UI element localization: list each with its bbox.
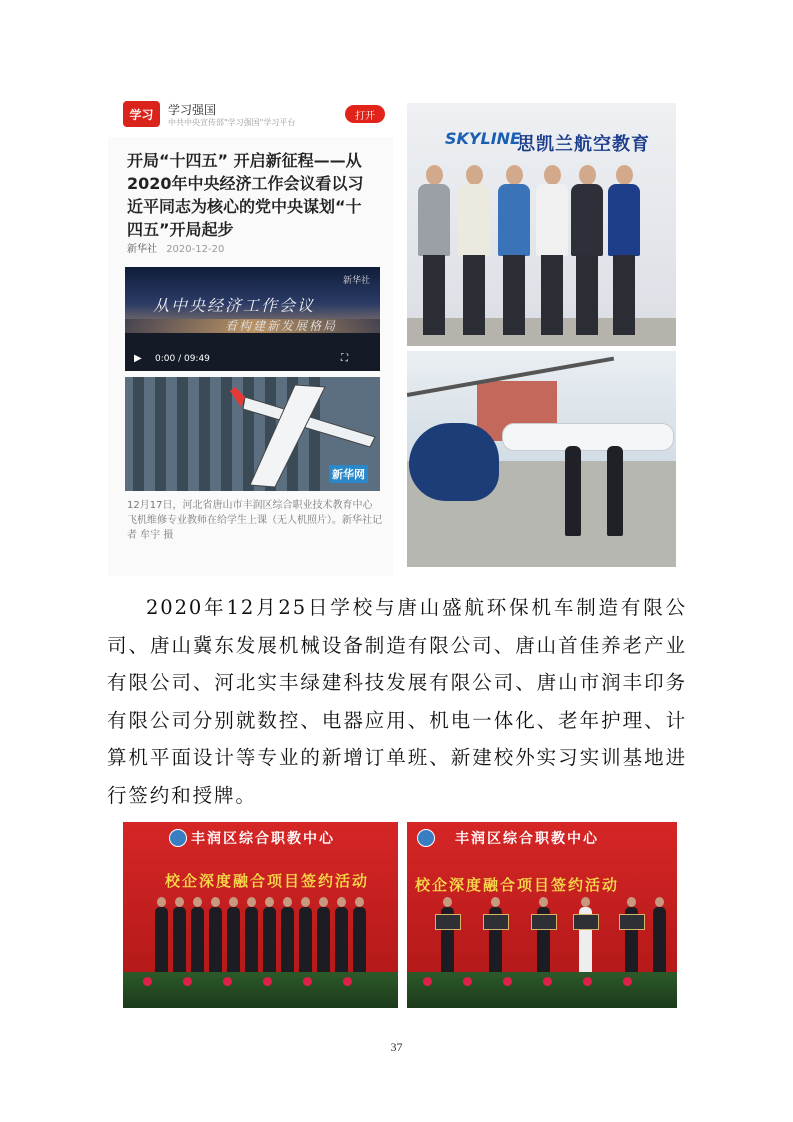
page-number: 37 <box>390 1040 403 1054</box>
article-title: 开局“十四五” 开启新征程——从2020年中央经济工作会议看以习近平同志为核心的党中央谋划“十四五”开局起步 <box>127 151 364 239</box>
skyline-sign-chinese: 思凯兰航空教育 <box>517 134 650 155</box>
banner-title: 丰润区综合职教中心 <box>455 831 599 847</box>
school-emblem-icon <box>417 829 435 847</box>
person <box>417 165 451 335</box>
photo-caption: 12月17日，河北省唐山市丰润区综合职业技术教育中心飞机维修专业教师在给学生上课（无人机照片）。新华社记者 牟宇 摄 <box>127 500 382 541</box>
video-time: 0:00 / 09:49 <box>155 354 210 364</box>
banner-title: 丰润区综合职教中心 <box>191 831 335 847</box>
skyline-logo-text: SKYLINE <box>445 129 521 148</box>
airliner <box>502 423 674 451</box>
open-app-button[interactable]: 打开 <box>345 105 385 123</box>
person <box>497 165 531 335</box>
app-header <box>108 93 393 137</box>
signing-ceremony-photo-left <box>123 822 398 1008</box>
video-skyline <box>125 333 380 371</box>
helicopter <box>409 423 499 501</box>
person <box>457 165 491 335</box>
video-title-line1: 从中央经济工作会议 <box>153 296 316 315</box>
person <box>607 165 641 335</box>
aerial-plane-photo <box>125 377 380 491</box>
group-photo <box>407 103 676 346</box>
xuexi-logo: 学习 <box>123 101 160 127</box>
article-source: 新华社 <box>127 244 157 255</box>
person <box>535 165 569 335</box>
school-emblem-icon <box>169 829 187 847</box>
video-watermark: 新华社 <box>342 276 370 286</box>
xinhua-watermark: 新华网 <box>329 465 368 483</box>
video-player[interactable] <box>125 267 380 371</box>
play-icon[interactable]: ▶ <box>134 353 142 364</box>
banner-event: 校企深度融合项目签约活动 <box>415 876 620 894</box>
article-meta <box>127 240 224 255</box>
xuexi-app-screenshot <box>108 93 393 576</box>
helicopter-photo <box>407 351 676 567</box>
video-title-line2: 看构建新发展格局 <box>225 319 338 333</box>
body-paragraph: 2020年12月25日学校与唐山盛航环保机车制造有限公司、唐山冀东发展机械设备制造有限公司、唐山首佳养老产业有限公司、河北实丰绿建科技发展有限公司、唐山市润丰印务有限公司分别就数控、电器应用、机电一体化、老年护理、计算机平面设计等专业的新增订单班、新建校外实习实训基地进行签约和授牌。 <box>107 596 687 807</box>
app-name: 学习强国 <box>168 103 217 117</box>
signing-ceremony-photo-right <box>407 822 677 1008</box>
fullscreen-icon[interactable]: ⛶ <box>341 353 348 364</box>
app-subtitle: 中共中央宣传部"学习强国"学习平台 <box>168 118 296 127</box>
banner-event: 校企深度融合项目签约活动 <box>165 872 370 890</box>
article-date: 2020-12-20 <box>166 244 225 255</box>
person <box>570 165 604 335</box>
